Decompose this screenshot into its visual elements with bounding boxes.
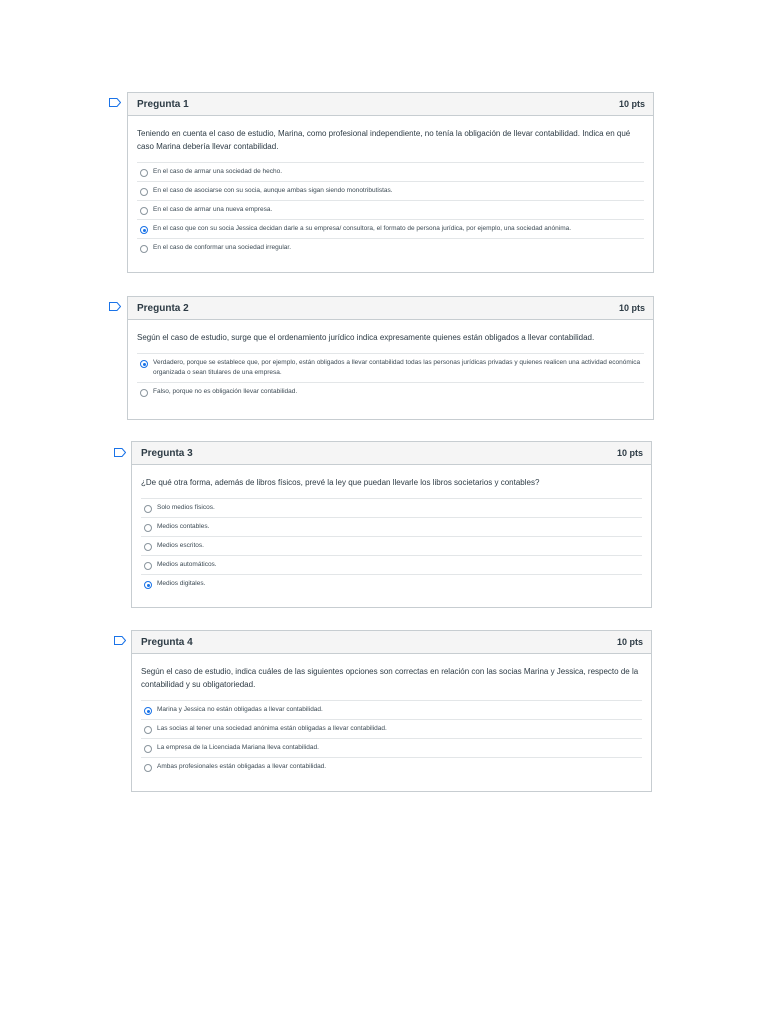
radio-icon[interactable]: [140, 226, 148, 234]
radio-icon[interactable]: [144, 524, 152, 532]
answer-label: Verdadero, porque se establece que, por ejemplo, están obligados a llevar contabilidad todas las personas jurídicas privadas y quienes realicen una actividad económica organizada o sean titulares de una empresa.: [153, 359, 641, 376]
question-points: 10 pts: [618, 99, 645, 109]
radio-icon[interactable]: [144, 745, 152, 753]
answer-option[interactable]: [141, 757, 642, 776]
answer-label: En el caso de asociarse con su socia, aunque ambas sigan siendo monotributistas.: [153, 187, 393, 194]
radio-icon[interactable]: [144, 562, 152, 570]
answer-option[interactable]: [141, 738, 642, 757]
answer-option[interactable]: [137, 219, 644, 238]
answer-label: La empresa de la Licenciada Mariana lleva contabilidad.: [157, 744, 319, 751]
question-text: ¿De qué otra forma, además de libros físicos, prevé la ley que puedan llevarle los libros societarios y contables?: [141, 478, 540, 487]
bookmark-icon[interactable]: [114, 448, 126, 457]
question-title: Pregunta 4: [141, 636, 193, 648]
answer-label: En el caso de conformar una sociedad irregular.: [153, 244, 292, 251]
radio-icon[interactable]: [140, 188, 148, 196]
question-points: 10 pts: [618, 303, 645, 313]
question-title: Pregunta 1: [137, 98, 189, 110]
question-text: Teniendo en cuenta el caso de estudio, Marina, como profesional independiente, no tenía la obligación de llevar contabilidad. Indica en qué caso Marina debería llevar contabilidad.: [137, 129, 631, 151]
question-1: [127, 92, 654, 273]
answer-option[interactable]: [137, 238, 644, 257]
question-header: [132, 442, 651, 465]
bookmark-icon[interactable]: [109, 98, 121, 107]
answer-label: Medios escritos.: [157, 542, 204, 549]
question-points: 10 pts: [616, 448, 643, 458]
radio-icon[interactable]: [140, 389, 148, 397]
answer-label: En el caso de armar una nueva empresa.: [153, 206, 273, 213]
answer-label: Las socias al tener una sociedad anónima están obligadas a llevar contabilidad.: [157, 725, 387, 732]
question-3: [131, 441, 652, 608]
answer-option[interactable]: [141, 719, 642, 738]
question-title: Pregunta 3: [141, 447, 193, 459]
answer-label: En el caso que con su socia Jessica decidan darle a su empresa/ consultora, el formato de persona jurídica, por ejemplo, una sociedad anónima.: [153, 225, 572, 232]
radio-icon[interactable]: [140, 169, 148, 177]
answer-label: En el caso de armar una sociedad de hecho.: [153, 168, 283, 175]
answer-list: [137, 162, 644, 257]
answer-label: Medios contables.: [157, 523, 210, 530]
answer-option[interactable]: [137, 382, 644, 401]
bookmark-icon[interactable]: [109, 302, 121, 311]
question-2: [127, 296, 654, 420]
question-header: [128, 93, 653, 116]
answer-list: [141, 498, 642, 593]
answer-label: Medios digitales.: [157, 580, 206, 587]
radio-icon[interactable]: [140, 245, 148, 253]
question-card: [127, 296, 654, 420]
radio-icon[interactable]: [144, 543, 152, 551]
answer-option[interactable]: [141, 498, 642, 517]
answer-option[interactable]: [137, 353, 644, 382]
question-text: Según el caso de estudio, surge que el ordenamiento jurídico indica expresamente quienes están obligados a llevar contabilidad.: [137, 333, 595, 342]
answer-option[interactable]: [141, 517, 642, 536]
answer-list: [141, 700, 642, 776]
bookmark-icon[interactable]: [114, 636, 126, 645]
radio-icon[interactable]: [144, 726, 152, 734]
answer-label: Marina y Jessica no están obligadas a llevar contabilidad.: [157, 706, 323, 713]
question-card: [131, 630, 652, 792]
answer-option[interactable]: [137, 200, 644, 219]
radio-icon[interactable]: [140, 207, 148, 215]
answer-label: Solo medios físicos.: [157, 504, 215, 511]
question-header: [132, 631, 651, 654]
answer-label: Ambas profesionales están obligadas a llevar contabilidad.: [157, 763, 327, 770]
question-card: [131, 441, 652, 608]
answer-label: Medios automáticos.: [157, 561, 217, 568]
answer-option[interactable]: [141, 700, 642, 719]
question-points: 10 pts: [616, 637, 643, 647]
radio-icon[interactable]: [144, 505, 152, 513]
radio-icon[interactable]: [144, 581, 152, 589]
answer-list: [137, 353, 644, 401]
answer-option[interactable]: [141, 555, 642, 574]
question-4: [131, 630, 652, 792]
answer-option[interactable]: [137, 162, 644, 181]
answer-option[interactable]: [141, 574, 642, 593]
question-text: Según el caso de estudio, indica cuáles de las siguientes opciones son correctas en relación con las socias Marina y Jessica, respecto de la contabilidad y su obligatoriedad.: [141, 667, 639, 689]
question-header: [128, 297, 653, 320]
answer-option[interactable]: [141, 536, 642, 555]
radio-icon[interactable]: [144, 764, 152, 772]
radio-icon[interactable]: [140, 360, 148, 368]
question-title: Pregunta 2: [137, 302, 189, 314]
radio-icon[interactable]: [144, 707, 152, 715]
question-card: [127, 92, 654, 273]
answer-label: Falso, porque no es obligación llevar contabilidad.: [153, 388, 298, 395]
answer-option[interactable]: [137, 181, 644, 200]
